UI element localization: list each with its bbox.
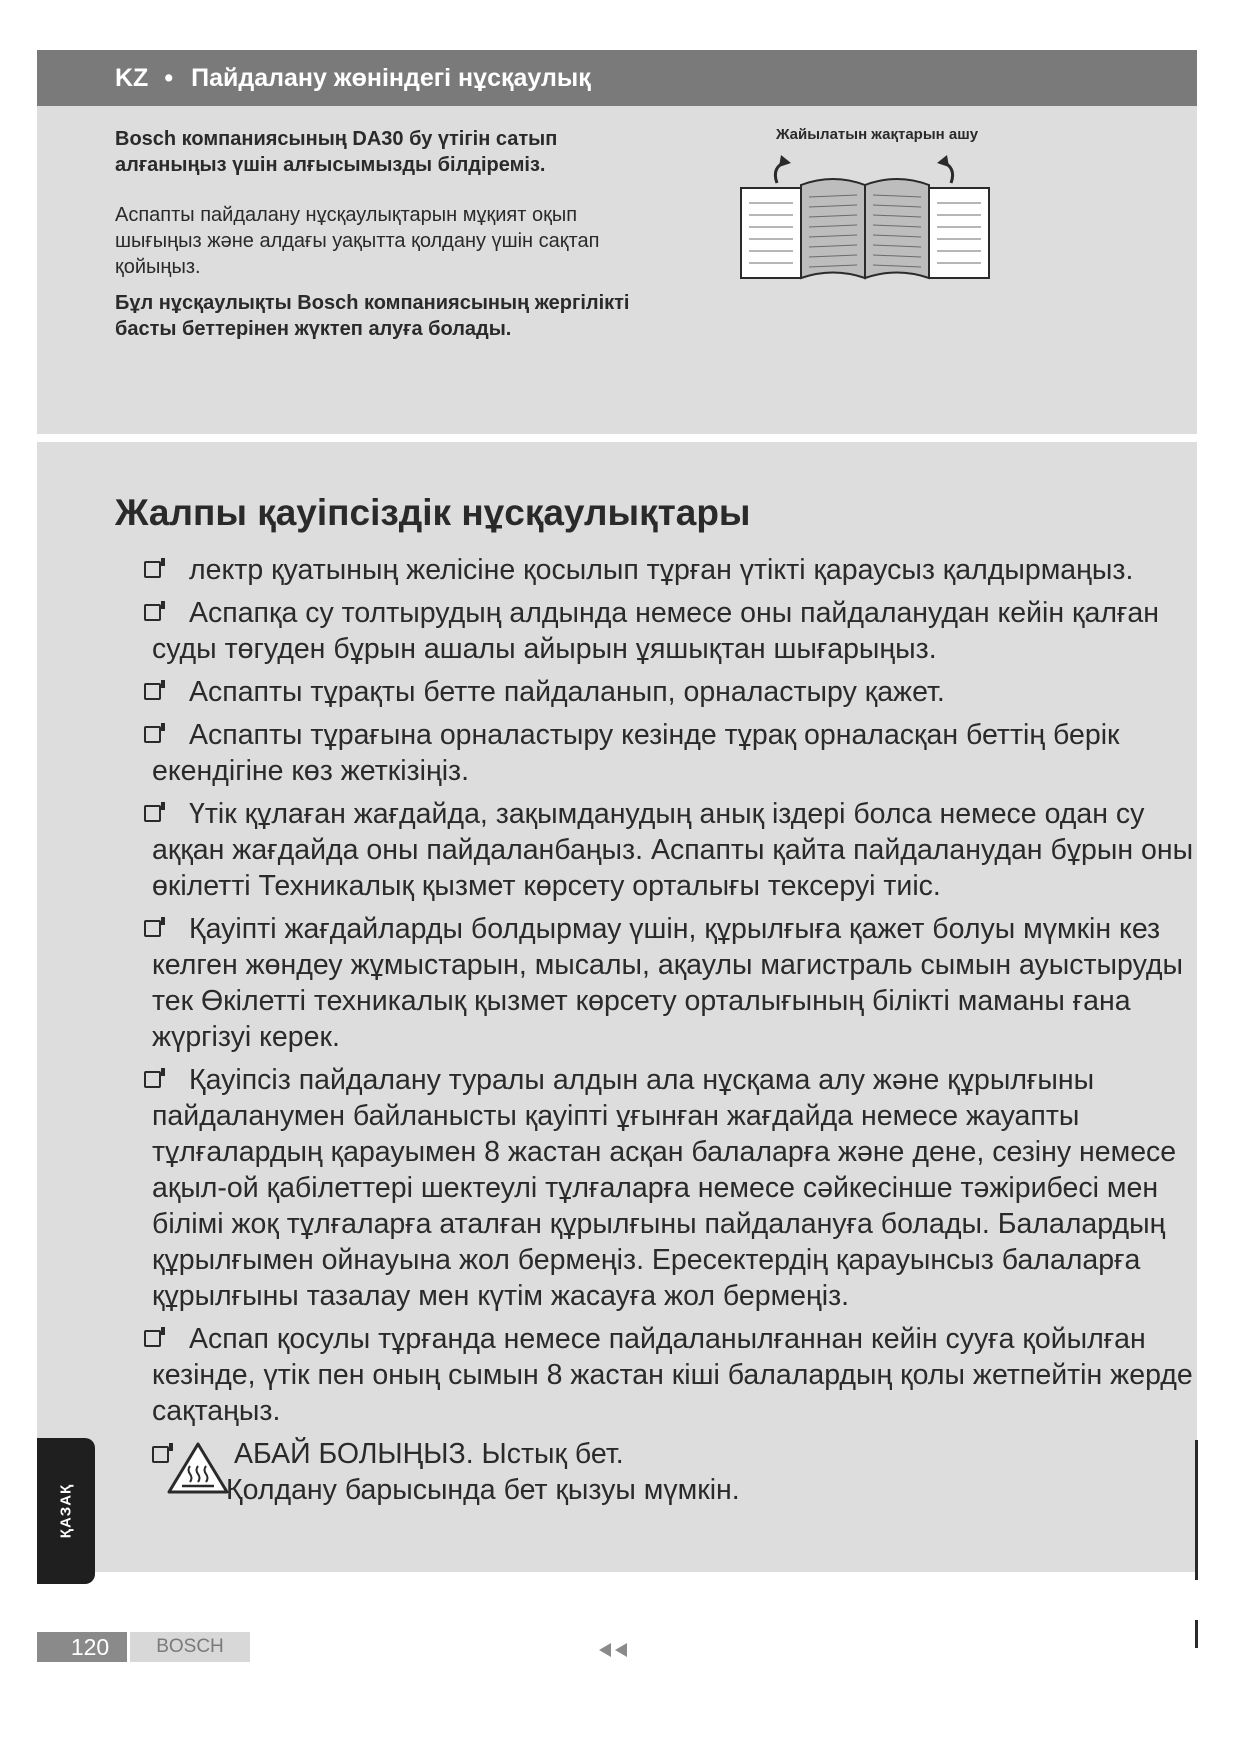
safety-rule: Аспап қосулы тұрғанда немесе пайдаланылғаннан кейін сууға қойылған кезінде, үтік пен оның сымын 8 жастан кіші балалардың қолы жетпейтін жерде сақтаңыз. [144,1321,1204,1429]
checkbox-bullet-icon [144,1071,161,1088]
checkbox-bullet-icon [144,726,161,743]
intro-panel [37,106,1197,434]
safety-rules-list [144,552,1204,1508]
language-code: KZ [115,63,149,92]
safety-rule: Аспапқа су толтырудың алдында немесе оны пайдаланудан кейін қалған суды төгуден бұрын ашалы айырын ұяшықтан шығарыңыз. [144,595,1204,667]
language-side-tab [37,1438,95,1584]
page-number: 120 [37,1632,127,1662]
checkbox-bullet-icon [144,604,161,621]
download-paragraph: Бұл нұсқаулықты Bosch компаниясының жергілікті басты беттерінен жүктеп алуға болады. [115,292,630,340]
checkbox-bullet-icon [144,683,161,700]
checkbox-bullet-icon [144,561,161,578]
hot-surface-warning [144,1436,1204,1508]
read-instructions-paragraph: Аспапты пайдалану нұсқаулықтарын мұқият оқып шығыңыз және алдағы уақытта қолдану үшін сақтап қойыңыз. [115,204,600,278]
header-title: Пайдалану жөніндегі нұсқаулық [191,63,591,92]
warning-title: АБАЙ БОЛЫҢЫЗ. Ыстық бет. [234,1438,624,1470]
unfold-diagram [737,126,1077,288]
hot-surface-warning-icon [166,1440,230,1496]
previous-page-icon[interactable] [597,1642,629,1658]
warning-text: Қолдану барысында бет қызуы мүмкін. [226,1474,740,1506]
header-separator: • [164,63,174,92]
language-tab-label: ҚАЗАҚ [57,1483,75,1539]
right-edge-rule [1195,1440,1198,1580]
thanks-paragraph: Bosch компаниясының DA30 бу үтігін сатып алғаныңыз үшін алғысымызды білдіреміз. [115,128,558,176]
section-title: Жалпы қауіпсіздік нұсқаулықтары [115,492,751,533]
checkbox-bullet-icon [144,920,161,937]
checkbox-bullet-icon [144,1330,161,1347]
safety-section [37,442,1197,1572]
diagram-caption: Жайылатын жақтарын ашу [775,126,979,143]
right-edge-rule [1195,1620,1198,1648]
page-header [37,50,1197,106]
intro-text [115,126,635,366]
safety-rule: лектр қуатының желісіне қосылып тұрған үтікті қараусыз қалдырмаңыз. [144,552,1204,588]
safety-rule: Аспапты тұрағына орналастыру кезінде тұрақ орналасқан беттің берік екендігіне көз жеткізіңіз. [144,717,1204,789]
checkbox-bullet-icon [144,805,161,822]
safety-rule: Қауіпті жағдайларды болдырмау үшін, құрылғыға қажет болуы мүмкін кез келген жөндеу жұмыстарын, мысалы, ақаулы магистраль сымын ауыстыруды тек Өкілетті техникалық қызмет көрсету орталығының білікті маманы ғана жүргізуі керек. [144,911,1204,1055]
safety-rule: Аспапты тұрақты бетте пайдаланып, орналастыру қажет. [144,674,1204,710]
safety-rule: Үтік құлаған жағдайда, зақымданудың анық іздері болса немесе одан су аққан жағдайда оны пайдаланбаңыз. Аспапты қайта пайдаланудан бұрын оны өкілетті Техникалық қызмет көрсету орталығы тексеруі тиіс. [144,796,1204,904]
brand-label: BOSCH [130,1632,250,1662]
safety-rule: Қауіпсіз пайдалану туралы алдын ала нұсқама алу және құрылғыны пайдаланумен байланысты қауіпті ұғынған жағдайда немесе жауапты тұлғалардың қарауымен 8 жастан асқан балаларға және дене, сезіну немесе ақыл-ой қабілеттері шектеулі тұлғаларға немесе сәйкесінше тәжірибесі мен білімі жоқ тұлғаларға аталған құрылғыны пайдалануға болады. Балалардың құрылғымен ойнауына жол бермеңіз. Ересектердің қарауынсыз балаларға құрылғыны тазалау мен күтім жасауға жол бермеңіз. [144,1062,1204,1314]
folding-manual-icon [737,143,997,283]
